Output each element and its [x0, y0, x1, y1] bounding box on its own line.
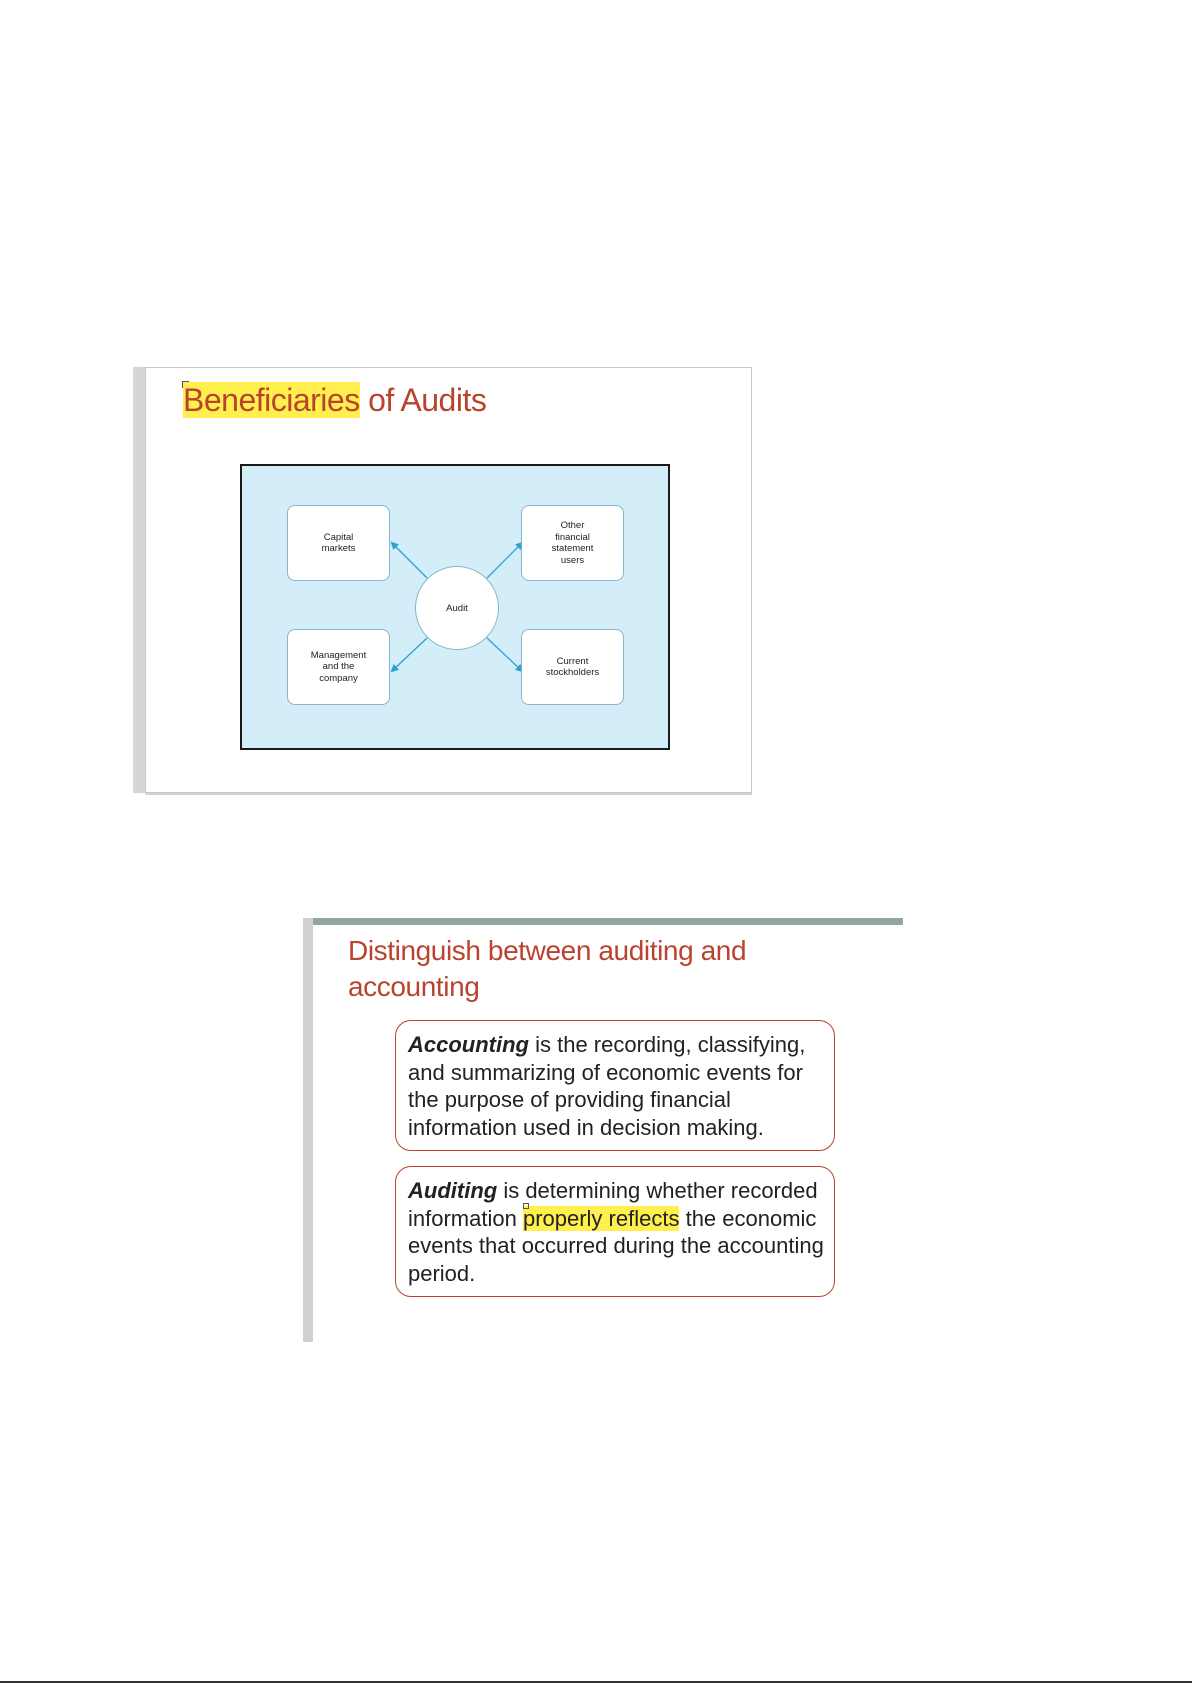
comment-marker-icon[interactable] — [523, 1203, 529, 1209]
audit-beneficiaries-diagram — [240, 464, 670, 750]
accounting-definition-box — [395, 1020, 835, 1151]
slide-title — [183, 382, 486, 419]
highlighted-text: Beneficiaries — [183, 382, 360, 418]
title-text: of Audits — [359, 382, 487, 418]
slide-left-bar — [303, 918, 313, 1342]
auditing-term: Auditing — [408, 1178, 498, 1203]
slide-auditing-vs-accounting — [303, 918, 903, 1342]
auditing-definition-part2: the economic events that occurred during the accounting period. — [408, 1205, 824, 1286]
box-current-stockholders: Current stockholders — [521, 629, 624, 705]
arrow-capital-markets — [392, 543, 427, 578]
arrow-management — [392, 638, 427, 671]
box-capital-markets: Capital markets — [287, 505, 390, 581]
arrow-stockholders — [487, 638, 522, 671]
slide-top-bar — [303, 918, 903, 925]
page-bottom-rule — [0, 1681, 1192, 1683]
auditing-definition-box — [395, 1166, 835, 1297]
circle-audit: Audit — [415, 566, 499, 650]
accounting-term: Accounting — [408, 1032, 529, 1057]
accounting-definition: is the recording, classifying, and summarizing of economic events for the purpose of providing financial information used in decision making. — [408, 1032, 806, 1140]
arrow-other-users — [487, 543, 522, 578]
box-other-financial-statement-users: Other financial statement users — [521, 505, 624, 581]
highlighted-text: properly reflects — [522, 1205, 680, 1231]
slide-beneficiaries-of-audits — [145, 367, 752, 793]
slide-title: Distinguish between auditing and accounting — [348, 935, 747, 1002]
box-management-and-company: Management and the company — [287, 629, 390, 705]
auditing-definition-part1: is determining whether recorded information — [408, 1178, 818, 1231]
